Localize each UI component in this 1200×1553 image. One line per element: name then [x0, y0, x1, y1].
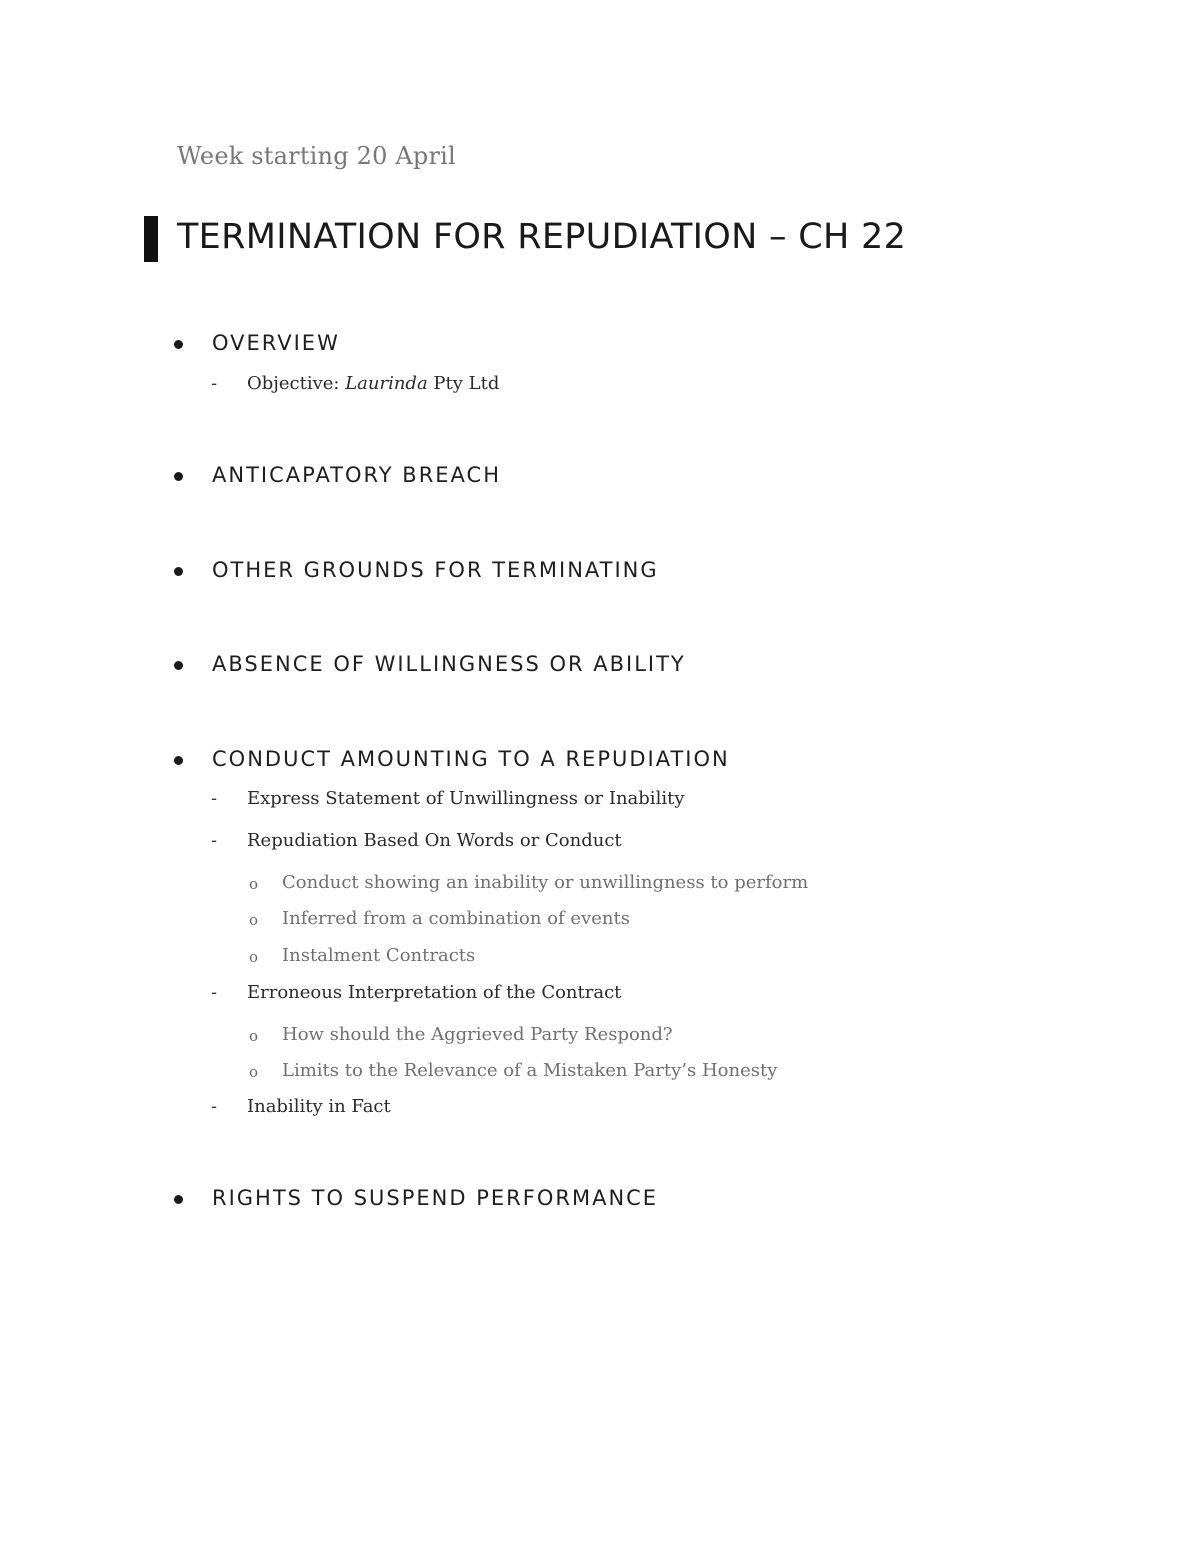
section-heading-rights-to-suspend: RIGHTS TO SUSPEND PERFORMANCE: [212, 1186, 659, 1210]
dash-marker: -: [211, 982, 218, 1003]
bullet-icon: [174, 567, 183, 576]
circle-marker: o: [249, 1027, 259, 1045]
list-item: Express Statement of Unwillingness or Inability: [247, 788, 685, 809]
dash-marker: -: [211, 373, 218, 394]
bullet-icon: [174, 340, 183, 349]
document-subtitle: Week starting 20 April: [177, 142, 456, 170]
section-heading-overview: OVERVIEW: [212, 331, 340, 355]
bullet-icon: [174, 756, 183, 765]
bullet-icon: [174, 1195, 183, 1204]
dash-marker: -: [211, 1096, 218, 1117]
case-name: Laurinda: [345, 373, 428, 394]
list-item-objective: [247, 373, 499, 394]
section-heading-other-grounds: OTHER GROUNDS FOR TERMINATING: [212, 558, 659, 582]
dash-marker: -: [211, 830, 218, 851]
bullet-icon: [174, 472, 183, 481]
list-item: Inability in Fact: [247, 1096, 391, 1117]
circle-marker: o: [249, 911, 259, 929]
document-title: TERMINATION FOR REPUDIATION – CH 22: [177, 217, 907, 257]
sub-list-item: How should the Aggrieved Party Respond?: [282, 1024, 673, 1045]
bullet-icon: [174, 661, 183, 670]
sub-list-item: Inferred from a combination of events: [282, 908, 630, 929]
section-heading-conduct-repudiation: CONDUCT AMOUNTING TO A REPUDIATION: [212, 747, 730, 771]
sub-list-item: Instalment Contracts: [282, 945, 476, 966]
dash-marker: -: [211, 788, 218, 809]
objective-prefix: Objective:: [247, 373, 346, 394]
sub-list-item: Conduct showing an inability or unwillingness to perform: [282, 872, 809, 893]
sub-list-item: Limits to the Relevance of a Mistaken Party’s Honesty: [282, 1060, 778, 1081]
title-accent-bar: [144, 216, 158, 262]
section-heading-anticipatory-breach: ANTICAPATORY BREACH: [212, 463, 502, 487]
list-item: Repudiation Based On Words or Conduct: [247, 830, 622, 851]
circle-marker: o: [249, 948, 259, 966]
circle-marker: o: [249, 1063, 259, 1081]
section-heading-absence-of-willingness: ABSENCE OF WILLINGNESS OR ABILITY: [212, 652, 686, 676]
list-item: Erroneous Interpretation of the Contract: [247, 982, 622, 1003]
objective-suffix: Pty Ltd: [427, 373, 500, 394]
circle-marker: o: [249, 875, 259, 893]
